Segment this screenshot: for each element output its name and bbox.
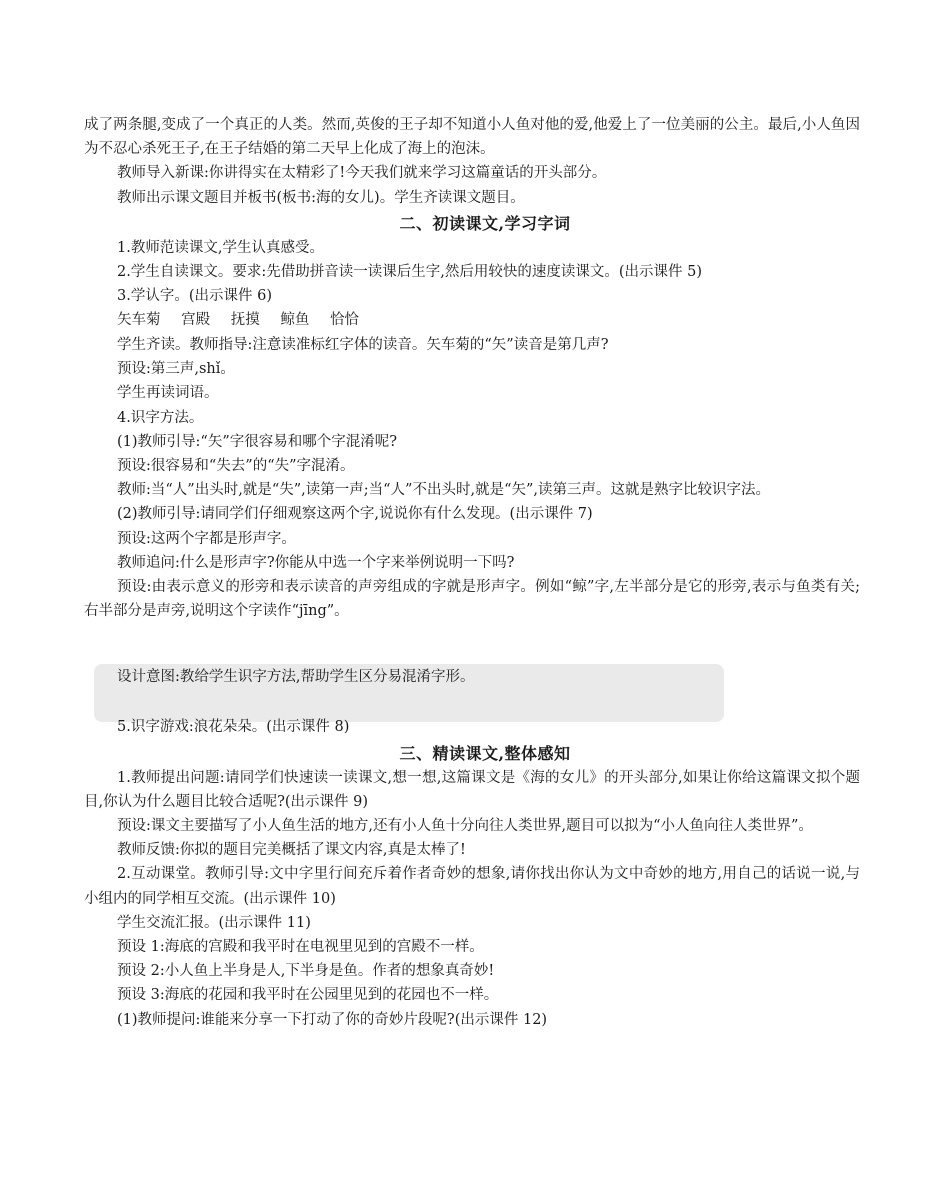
list-item: 预设:这两个字都是形声字。 xyxy=(117,530,296,547)
list-item: 学生再读词语。 xyxy=(117,385,219,402)
lesson-intro-paragraph: 教师导入新课:你讲得实在太精彩了!今天我们就来学习这篇童话的开头部分。 xyxy=(117,165,607,182)
list-item: (1)教师提问:谁能来分享一下打动了你的奇妙片段呢?(出示课件 12) xyxy=(117,1011,548,1028)
list-item: 教师反馈:你拟的题目完美概括了课文内容,真是太棒了! xyxy=(117,842,466,859)
list-item: 预设 1:海底的宫殿和我平时在电视里见到的宫殿不一样。 xyxy=(117,938,484,955)
list-item: 5.识字游戏:浪花朵朵。(出示课件 8) xyxy=(117,719,350,736)
list-item: 3.学认字。(出示课件 6) xyxy=(117,288,272,305)
vocab-word: 恰恰 xyxy=(329,312,359,329)
list-item: 预设 2:小人鱼上半身是人,下半身是鱼。作者的想象真奇妙! xyxy=(117,963,495,980)
list-item: 预设:课文主要描写了小人鱼生活的地方,还有小人鱼十分向往人类世界,题目可以拟为“小人鱼向往人类世界”。 xyxy=(117,817,813,834)
design-intent-box xyxy=(94,664,724,722)
story-summary-paragraph: 成了两条腿,变成了一个真正的人类。然而,英俊的王子却不知道小人鱼对他的爱,他爱上了一位美丽的公主。最后,小人鱼因为不忍心杀死王子,在王子结婚的第二天早上化成了海上的泡沫。 xyxy=(84,117,860,158)
vocab-word: 矢车菊 xyxy=(117,312,161,329)
list-item: 4.识字方法。 xyxy=(117,409,204,426)
spacer xyxy=(84,623,860,664)
list-item: 1.教师提出问题:请同学们快速读一读课文,想一想,这篇课文是《海的女儿》的开头部分,如果让你给这篇课文拟个题目,你认为什么题目比较合适呢?(出示课件 9) xyxy=(84,769,860,810)
vocab-word: 宫殿 xyxy=(181,312,211,329)
list-item: 学生齐读。教师指导:注意读准标红字体的读音。矢车菊的“矢”读音是第几声? xyxy=(117,336,609,353)
list-item: 预设:由表示意义的形旁和表示读音的声旁组成的字就是形声字。例如“鲸”字,左半部分是它的形旁,表示与鱼类有关;右半部分是声旁,说明这个字读作“jīng”。 xyxy=(84,578,860,620)
list-item: (1)教师引导:“矢”字很容易和哪个字混淆呢? xyxy=(117,433,398,450)
list-item: 教师追问:什么是形声字?你能从中选一个字来举例说明一下吗? xyxy=(117,554,515,571)
title-board-paragraph: 教师出示课文题目并板书(板书:海的女儿)。学生齐读课文题目。 xyxy=(117,189,525,206)
list-item: 教师:当“人”出头时,就是“失”,读第一声;当“人”不出头时,就是“矢”,读第三声。这就是熟字比较识字法。 xyxy=(117,482,771,499)
list-item: 1.教师范读课文,学生认真感受。 xyxy=(117,239,324,256)
list-item: 2.学生自读课文。要求:先借助拼音读一读课后生字,然后用较快的速度读课文。(出示课件 5) xyxy=(117,264,702,281)
vocabulary-words xyxy=(84,308,860,333)
section-heading-2: 二、初读课文,学习字词 xyxy=(399,213,571,233)
list-item: 预设:很容易和“失去”的“失”字混淆。 xyxy=(117,457,355,474)
list-item: (2)教师引导:请同学们仔细观察这两个字,说说你有什么发现。(出示课件 7) xyxy=(117,506,593,523)
vocab-word: 抚摸 xyxy=(230,312,260,329)
design-intent-text: 设计意图:教给学生识字方法,帮助学生区分易混淆字形。 xyxy=(117,669,475,686)
section-heading-3: 三、精读课文,整体感知 xyxy=(399,743,571,763)
list-item: 预设:第三声,shǐ。 xyxy=(117,361,235,378)
document-page xyxy=(84,113,860,1032)
list-item: 2.互动课堂。教师引导:文中字里行间充斥着作者奇妙的想象,请你找出你认为文中奇妙的地方,用自己的话说一说,与小组内的同学相互交流。(出示课件 10) xyxy=(84,866,860,907)
list-item: 预设 3:海底的花园和我平时在公园里见到的花园也不一样。 xyxy=(117,987,499,1004)
vocab-word: 鲸鱼 xyxy=(280,312,310,329)
list-item: 学生交流汇报。(出示课件 11) xyxy=(117,914,311,931)
